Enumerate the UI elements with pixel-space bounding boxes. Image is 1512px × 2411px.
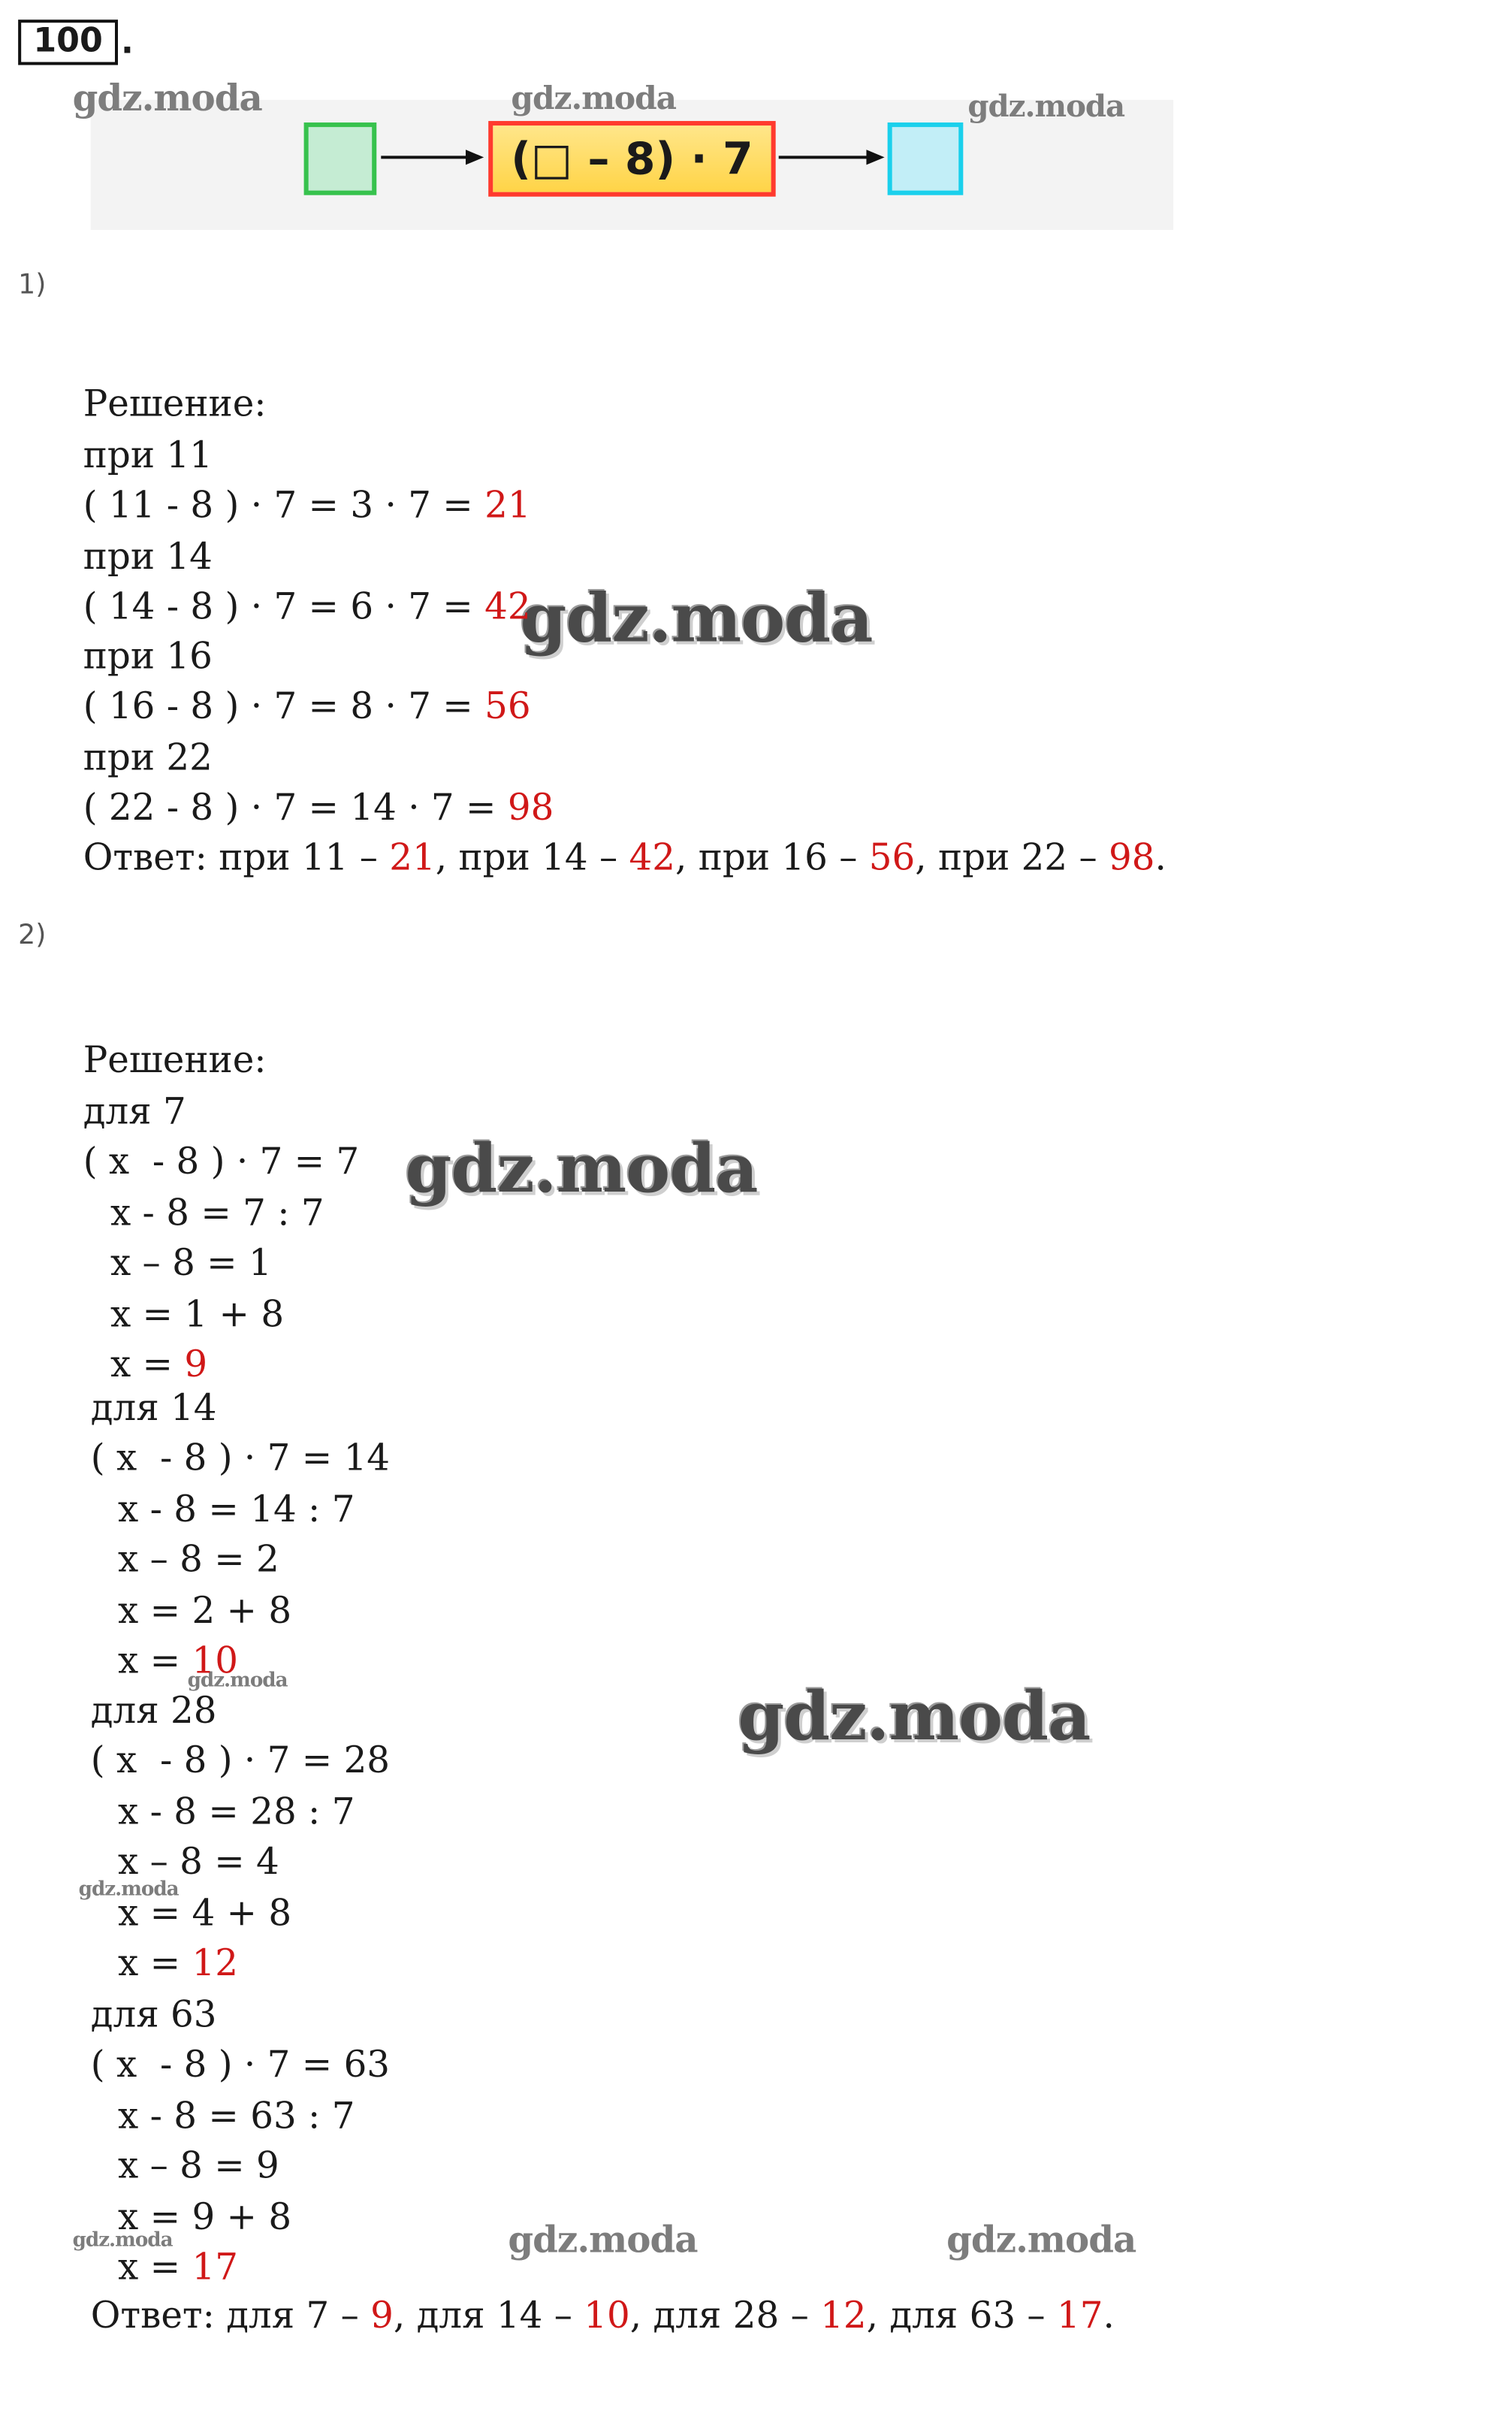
watermark: gdz.moda (72, 2229, 173, 2252)
equation: ( x - 8 ) · 7 = 14 (90, 1437, 391, 1480)
equation-step: x = 9 + 8 (118, 2195, 292, 2238)
line-text: x = (118, 2246, 192, 2289)
watermark: gdz.moda (967, 87, 1125, 125)
answer-value: 10 (584, 2294, 630, 2337)
line-result: 42 (484, 585, 531, 628)
operation-box: (□ – 8) · 7 (488, 121, 775, 197)
line-text: при 11 (83, 434, 213, 477)
answer-text: , для 28 – (629, 2294, 821, 2337)
line-text: x = (110, 1343, 185, 1385)
line-text: при 16 (83, 635, 213, 678)
line-result: 17 (192, 2246, 238, 2289)
equation: ( x - 8 ) · 7 = 63 (90, 2044, 391, 2086)
output-box (888, 122, 964, 195)
solution-line (83, 685, 531, 727)
answer-value: 12 (820, 2294, 867, 2337)
line-text: при 14 (83, 535, 213, 578)
solution-line (83, 635, 213, 677)
task-number-dot: . (121, 24, 134, 62)
answer-text: , при 14 – (435, 836, 629, 879)
solution-line (83, 536, 213, 578)
answer-text: , при 22 – (915, 836, 1109, 879)
answer-text: , при 16 – (675, 836, 869, 879)
equation-step: x = 4 + 8 (118, 1891, 292, 1934)
block-heading: для 28 (90, 1689, 217, 1732)
line-result: 98 (507, 786, 554, 829)
watermark: gdz.moda (78, 1878, 179, 1902)
answer-text: Ответ: при 11 – (83, 836, 390, 879)
line-text: ( 16 - 8 ) · 7 = 8 · 7 = (83, 684, 485, 728)
solution-line (83, 736, 213, 778)
answer-text: , для 63 – (866, 2294, 1057, 2337)
line-text: ( 14 - 8 ) · 7 = 6 · 7 = (83, 585, 485, 628)
solution-title: Решение: (83, 382, 267, 425)
watermark: gdz.moda (946, 2217, 1136, 2261)
equation-step: x = 2 + 8 (118, 1588, 292, 1632)
equation: ( x - 8 ) · 7 = 28 (90, 1739, 391, 1783)
watermark: gdz.moda (72, 75, 262, 120)
solution-title: Решение: (83, 1038, 267, 1082)
block-heading: для 63 (90, 1993, 217, 2036)
answer-value: 42 (629, 836, 675, 879)
answer-text: . (1154, 836, 1166, 879)
equation-result-line (118, 1639, 238, 1681)
answer-value: 98 (1109, 836, 1155, 879)
answer-value: 9 (370, 2294, 394, 2337)
equation-step: x = 1 + 8 (110, 1292, 285, 1335)
arrow-right-icon (378, 145, 487, 169)
answer-text: Ответ: для 7 – (90, 2294, 371, 2337)
watermark: gdz.moda (520, 580, 873, 658)
equation-result-line (118, 2246, 238, 2288)
equation-result-line (118, 1942, 238, 1984)
equation-step: x - 8 = 28 : 7 (118, 1790, 355, 1833)
equation-result-line (110, 1343, 207, 1385)
line-text: x = (118, 1639, 192, 1682)
input-box (304, 122, 377, 195)
answer-value: 21 (389, 836, 436, 879)
line-text: ( 22 - 8 ) · 7 = 14 · 7 = (83, 786, 508, 829)
watermark: gdz.moda (508, 2217, 698, 2261)
equation-step: x - 8 = 14 : 7 (118, 1488, 355, 1530)
block-heading: для 14 (90, 1386, 217, 1430)
solution-line (83, 787, 554, 829)
line-result: 10 (192, 1639, 238, 1682)
part-label: 1) (18, 269, 47, 301)
block-heading: для 7 (83, 1090, 186, 1133)
equation-step: x – 8 = 9 (118, 2144, 279, 2188)
watermark: gdz.moda (511, 78, 677, 117)
watermark: gdz.moda (738, 1678, 1091, 1757)
answer-value: 56 (868, 836, 916, 879)
answer-text: , для 14 – (393, 2294, 584, 2337)
answer-line (83, 836, 1166, 878)
equation-step: x – 8 = 1 (110, 1242, 272, 1285)
line-text: при 22 (83, 736, 213, 779)
equation-step: x - 8 = 7 : 7 (110, 1191, 324, 1234)
equation-step: x – 8 = 4 (118, 1841, 279, 1884)
line-result: 21 (484, 484, 531, 527)
solution-line (83, 484, 531, 526)
equation: ( x - 8 ) · 7 = 7 (83, 1141, 360, 1183)
line-result: 56 (484, 684, 531, 728)
line-text: ( 11 - 8 ) · 7 = 3 · 7 = (83, 484, 485, 527)
part-label: 2) (18, 919, 47, 952)
solution-line (83, 434, 213, 476)
watermark: gdz.moda (187, 1669, 288, 1693)
answer-value: 17 (1056, 2294, 1103, 2337)
line-result: 9 (184, 1343, 208, 1385)
task-number: 100 (18, 20, 118, 65)
arrow-right-icon (776, 145, 888, 169)
solution-line (83, 585, 531, 627)
equation-step: x – 8 = 2 (118, 1538, 279, 1581)
answer-line (91, 2295, 1115, 2337)
line-text: x = (118, 1941, 192, 1985)
line-result: 12 (192, 1941, 238, 1985)
answer-text: . (1103, 2294, 1115, 2337)
equation-step: x - 8 = 63 : 7 (118, 2094, 355, 2137)
watermark: gdz.moda (405, 1131, 758, 1209)
